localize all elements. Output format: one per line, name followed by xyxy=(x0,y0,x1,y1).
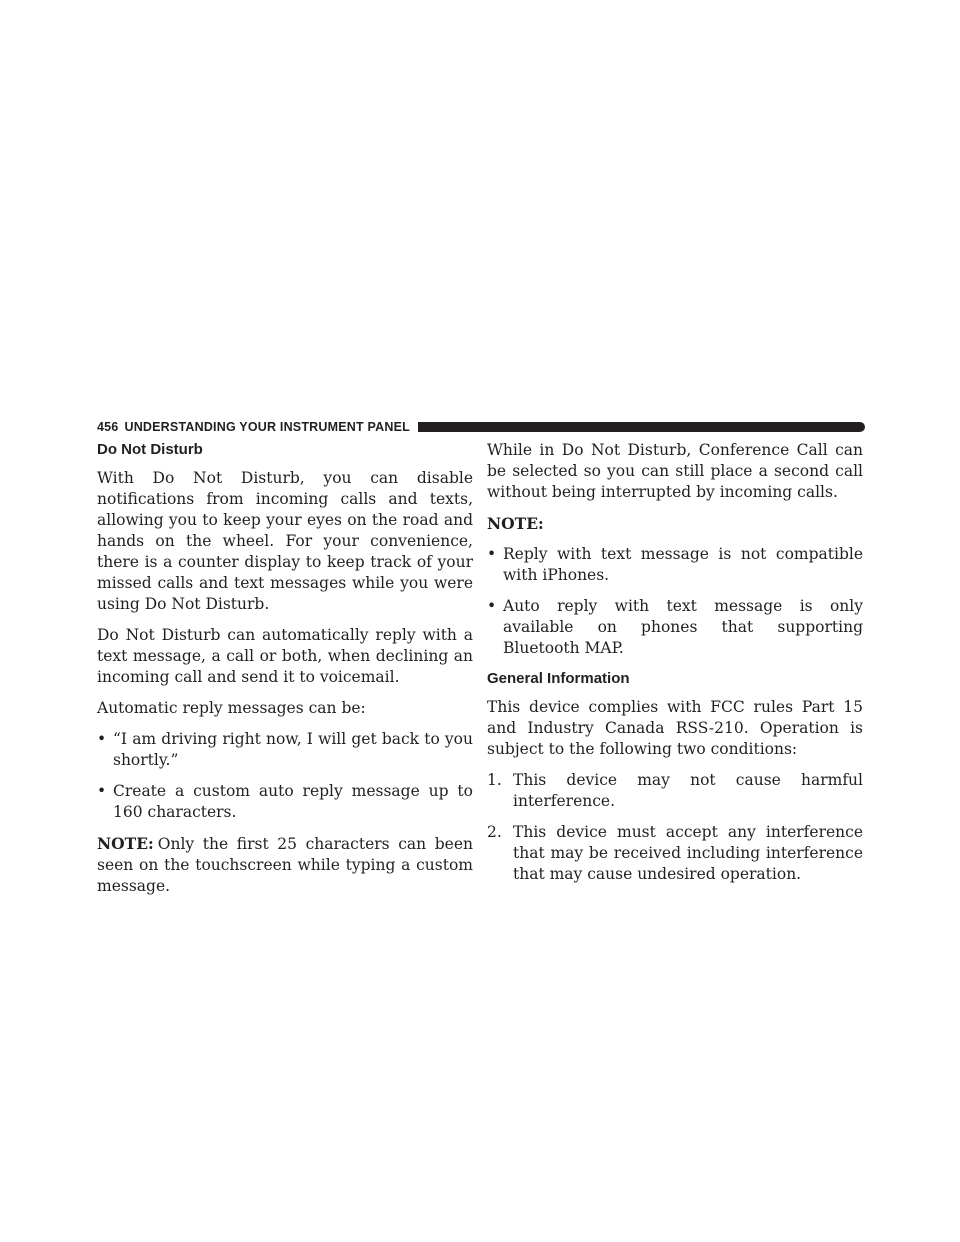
numbered-item xyxy=(487,770,863,812)
heading-do-not-disturb: Do Not Disturb xyxy=(97,441,203,458)
list-item xyxy=(97,781,473,823)
bullet-icon: • xyxy=(97,730,107,748)
header-rule xyxy=(418,422,865,432)
paragraph: Do Not Disturb can automatically reply with a text message, a call or both, when declining an incoming call and send it to voicemail. xyxy=(97,626,473,686)
item-number: 2. xyxy=(487,823,502,841)
paragraph: While in Do Not Disturb, Conference Call can be selected so you can still place a second call without being interrupted by incoming calls. xyxy=(487,441,863,501)
note-text: Only the first 25 characters can been seen on the touchscreen while typing a custom message. xyxy=(97,835,473,895)
paragraph: This device complies with FCC rules Part 15 and Industry Canada RSS-210. Operation is subject to the following two conditions: xyxy=(487,698,863,758)
numbered-item-text: This device may not cause harmful interference. xyxy=(513,771,863,810)
right-column xyxy=(487,440,863,895)
paragraph: Automatic reply messages can be: xyxy=(97,699,366,717)
paragraph: With Do Not Disturb, you can disable notifications from incoming calls and texts, allowing you to keep your eyes on the road and hands on the wheel. For your convenience, there is a counter display to keep track of your missed calls and text messages while you were using Do Not Disturb. xyxy=(97,469,473,613)
note-label: NOTE: xyxy=(487,514,544,533)
heading-general-information: General Information xyxy=(487,670,630,687)
note xyxy=(97,833,473,897)
numbered-item xyxy=(487,822,863,885)
bullet-icon: • xyxy=(487,597,497,615)
list-item-text: “I am driving right now, I will get back to you shortly.” xyxy=(113,730,473,769)
bullet-icon: • xyxy=(97,782,107,800)
list-item-text: Auto reply with text message is only available on phones that supporting Bluetooth MAP. xyxy=(503,597,863,657)
list-item xyxy=(97,729,473,771)
left-column xyxy=(97,440,473,907)
list-item-text: Create a custom auto reply message up to 160 characters. xyxy=(113,782,473,821)
list-item xyxy=(487,596,863,659)
page-header xyxy=(97,418,865,436)
list-item-text: Reply with text message is not compatible with iPhones. xyxy=(503,545,863,584)
numbered-item-text: This device must accept any interference that may be received including interference that may cause undesired operation. xyxy=(513,823,863,883)
note-label: NOTE: xyxy=(97,834,154,853)
item-number: 1. xyxy=(487,771,502,789)
bullet-icon: • xyxy=(487,545,497,563)
section-title: UNDERSTANDING YOUR INSTRUMENT PANEL xyxy=(124,420,410,434)
page-number: 456 xyxy=(97,420,119,434)
list-item xyxy=(487,544,863,586)
